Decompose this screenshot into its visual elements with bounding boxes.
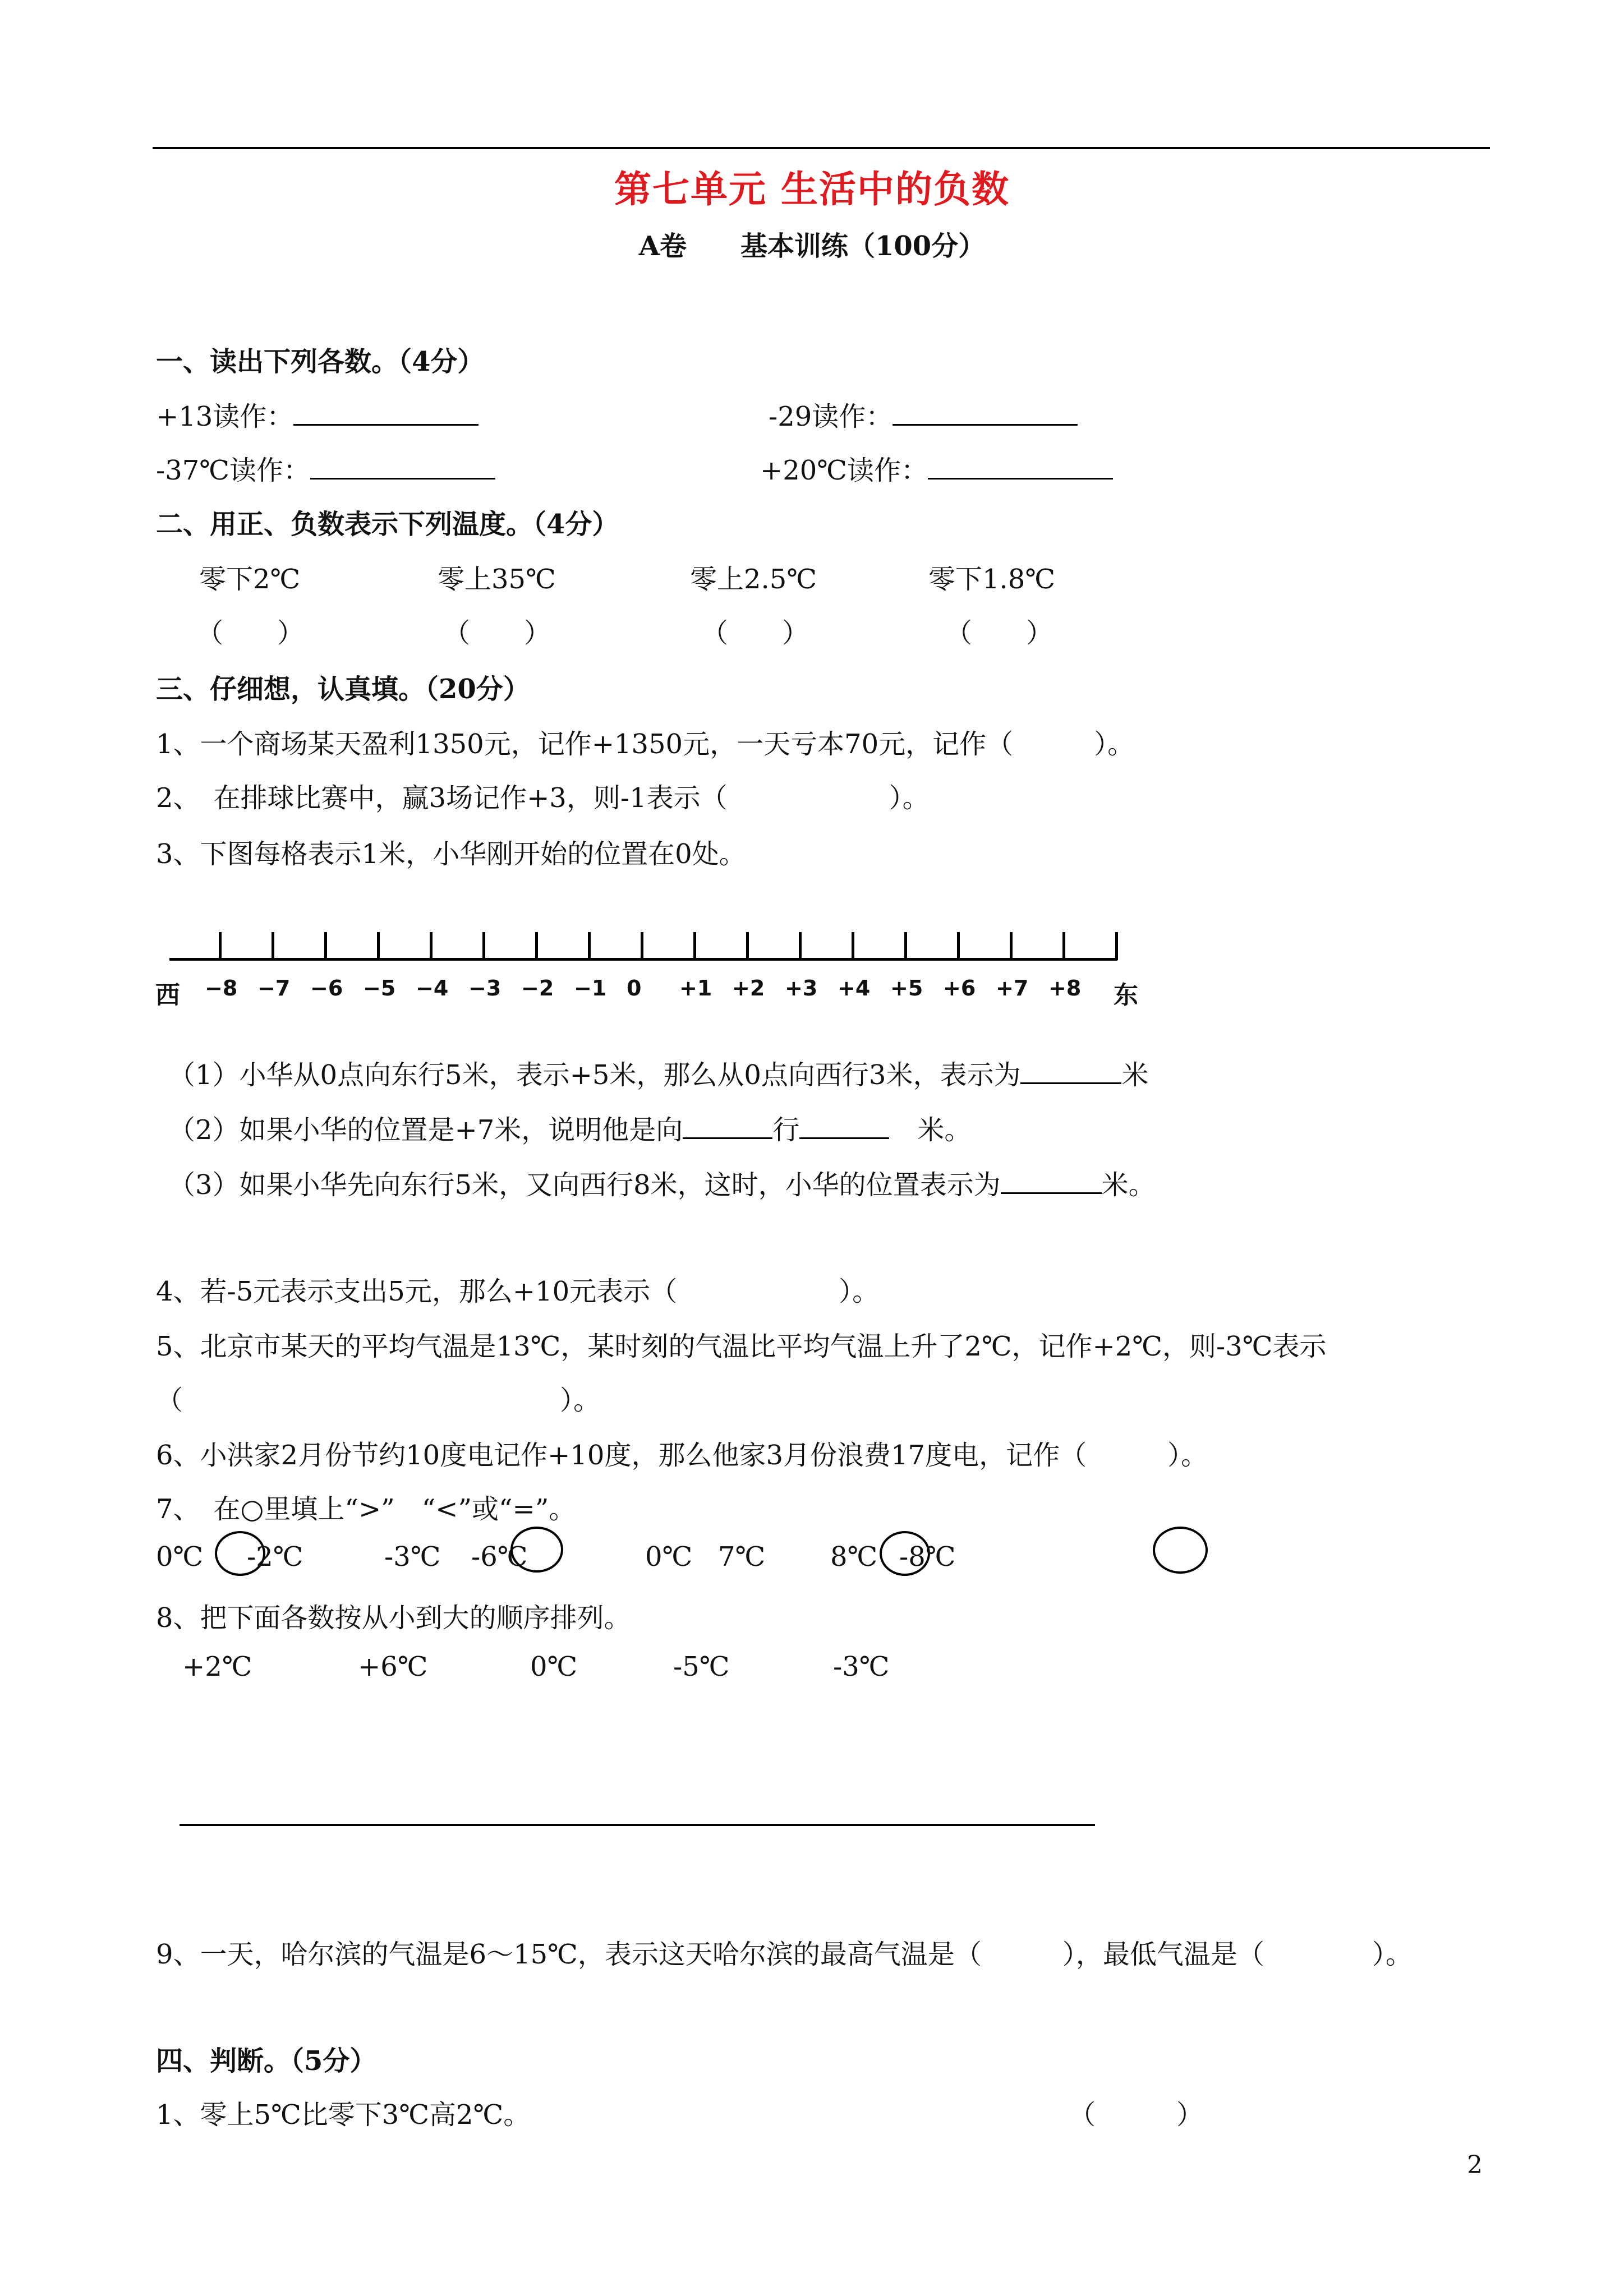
number-line-label: −4 [416, 976, 449, 1001]
q7-item-7: 8℃ [830, 1541, 878, 1573]
q8-answer-line[interactable] [180, 1824, 1095, 1826]
number-line-tick [1115, 932, 1118, 960]
s1-item-2-label: -29读作： [769, 401, 893, 432]
s2-temp-1: 零下2℃ [199, 564, 301, 595]
number-line-label: +1 [679, 976, 712, 1001]
number-line-tick [799, 932, 802, 960]
s3-sub3-text: （3）如果小华先向东行5米，又向西行8米，这时，小华的位置表示为 [168, 1169, 1001, 1201]
s2-temp-4: 零下1.8℃ [928, 564, 1056, 595]
number-line-tick [957, 932, 960, 960]
s3-q6: 6、小洪家2月份节约10度电记作+10度，那么他家3月份浪费17度电，记作（ ）。 [156, 1440, 1208, 1471]
s3-sub1 [168, 1053, 1148, 1092]
s1-item-3-blank[interactable] [310, 455, 495, 480]
number-line-tick [377, 932, 380, 960]
s2-temp-3: 零上2.5℃ [690, 564, 817, 595]
number-line-west: 西 [155, 981, 180, 1009]
s3-q3: 3、下图每格表示1米，小华刚开始的位置在0处。 [156, 838, 746, 870]
s3-sub2 [168, 1108, 971, 1147]
s3-q5-line1: 5、北京市某天的平均气温是13℃，某时刻的气温比平均气温上升了2℃，记作+2℃，则-3℃表示 [156, 1331, 1327, 1362]
number-line-label: +4 [838, 976, 871, 1001]
number-line-label: −1 [574, 976, 607, 1001]
s1-item-3 [156, 449, 495, 487]
header-rule [153, 147, 1490, 149]
s3-sub3 [168, 1163, 1156, 1202]
s1-item-4-blank[interactable] [928, 455, 1113, 480]
q7-item-3: -3℃ [384, 1541, 441, 1573]
s3-sub2-blank-1[interactable] [683, 1115, 772, 1139]
s3-q7: 7、 在○里填上“>” “<”或“=”。 [156, 1493, 576, 1525]
q7-circle-2[interactable] [510, 1527, 563, 1573]
number-line-tick [430, 932, 433, 960]
number-line-tick [324, 932, 327, 960]
s3-sub1-unit: 米 [1121, 1059, 1149, 1091]
number-line-label: −6 [310, 976, 343, 1001]
s2-answer-3[interactable]: （ ） [701, 617, 809, 649]
s1-item-4 [760, 449, 1113, 487]
s1-item-3-label: -37℃读作： [156, 455, 310, 486]
s1-item-2 [769, 395, 1078, 434]
number-line-tick [272, 932, 274, 960]
s2-answer-1[interactable]: （ ） [196, 617, 305, 649]
number-line-tick [746, 932, 749, 960]
number-line-tick [641, 932, 643, 960]
q8-item-3: 0℃ [530, 1651, 578, 1682]
number-line-tick [693, 932, 696, 960]
q7-item-2: -2℃ [247, 1541, 303, 1573]
q8-item-4: -5℃ [673, 1651, 730, 1682]
number-line-label: −2 [521, 976, 554, 1001]
number-line-label: −8 [205, 976, 238, 1001]
s3-q4: 4、若-5元表示支出5元，那么+10元表示（ ）。 [156, 1276, 880, 1307]
number-line-label: +8 [1048, 976, 1082, 1001]
q8-item-1: +2℃ [182, 1651, 252, 1682]
q7-item-6: 7℃ [718, 1541, 766, 1573]
section3-heading: 三、仔细想，认真填。（20分） [156, 674, 530, 705]
number-line-label: −7 [257, 976, 291, 1001]
number-line-tick [1062, 932, 1065, 960]
q7-item-8: -8℃ [899, 1541, 956, 1573]
number-line-label: +2 [732, 976, 765, 1001]
number-line-label: 0 [627, 976, 642, 1001]
s3-sub2-blank-2[interactable] [799, 1115, 889, 1139]
s3-sub2-unit: 米。 [917, 1114, 972, 1146]
s3-q8: 8、把下面各数按从小到大的顺序排列。 [156, 1602, 631, 1634]
page-subtitle: A卷 基本训练（100分） [638, 230, 986, 262]
s3-sub2-text: （2）如果小华的位置是+7米，说明他是向 [168, 1114, 683, 1146]
s3-sub1-blank[interactable] [1020, 1060, 1121, 1084]
s1-item-4-label: +20℃读作： [760, 455, 928, 486]
q7-item-5: 0℃ [645, 1541, 693, 1573]
number-line-label: +5 [890, 976, 923, 1001]
number-line-label: −5 [363, 976, 396, 1001]
number-line-tick [1010, 932, 1013, 960]
s3-sub1-text: （1）小华从0点向东行5米，表示+5米，那么从0点向西行3米，表示为 [168, 1059, 1021, 1091]
s1-item-1-blank[interactable] [293, 402, 479, 426]
number-line-tick [588, 932, 591, 960]
s3-q2: 2、 在排球比赛中，赢3场记作+3，则-1表示（ ）。 [156, 782, 930, 814]
number-line-tick [219, 932, 222, 960]
page-number: 2 [1467, 2151, 1483, 2179]
s4-q1: 1、零上5℃比零下3℃高2℃。 [156, 2099, 531, 2131]
s3-q9: 9、一天，哈尔滨的气温是6～15℃，表示这天哈尔滨的最高气温是（ ），最低气温是（ ）。 [156, 1939, 1413, 1970]
number-line-tick [482, 932, 485, 960]
page-title: 第七单元 生活中的负数 [614, 167, 1010, 211]
s1-item-1-label: +13读作： [156, 401, 294, 432]
section2-heading: 二、用正、负数表示下列温度。（4分） [156, 509, 619, 540]
number-line-label: +7 [996, 976, 1029, 1001]
q7-item-1: 0℃ [156, 1541, 204, 1573]
s3-q5-line2: （ ）。 [156, 1385, 601, 1416]
number-line-label: +6 [943, 976, 976, 1001]
section1-heading: 一、读出下列各数。（4分） [156, 346, 485, 377]
s1-item-2-blank[interactable] [892, 402, 1078, 426]
section4-heading: 四、判断。（5分） [156, 2045, 377, 2077]
number-line-label: +3 [785, 976, 818, 1001]
q8-item-5: -3℃ [833, 1651, 890, 1682]
number-line-tick [904, 932, 907, 960]
s2-temp-2: 零上35℃ [438, 564, 556, 595]
q7-circle-4[interactable] [1153, 1527, 1208, 1574]
number-line-label: −3 [468, 976, 502, 1001]
number-line-tick [852, 932, 854, 960]
s2-answer-4[interactable]: （ ） [945, 617, 1053, 649]
number-line-tick [535, 932, 538, 960]
s2-answer-2[interactable]: （ ） [443, 617, 551, 649]
s3-sub3-unit: 米。 [1101, 1169, 1156, 1201]
s1-item-1 [156, 395, 479, 434]
q7-item-4: -6℃ [471, 1541, 528, 1573]
number-line-east: 东 [1114, 981, 1138, 1009]
s3-sub2-mid: 行 [772, 1114, 800, 1146]
s3-q1: 1、一个商场某天盈利1350元，记作+1350元，一天亏本70元，记作（ ）。 [156, 729, 1135, 760]
s4-q1-answer[interactable]: （ ） [1069, 2099, 1204, 2131]
number-line-axis [169, 958, 1117, 961]
s3-sub3-blank[interactable] [1001, 1170, 1102, 1194]
q8-item-2: +6℃ [358, 1651, 428, 1682]
